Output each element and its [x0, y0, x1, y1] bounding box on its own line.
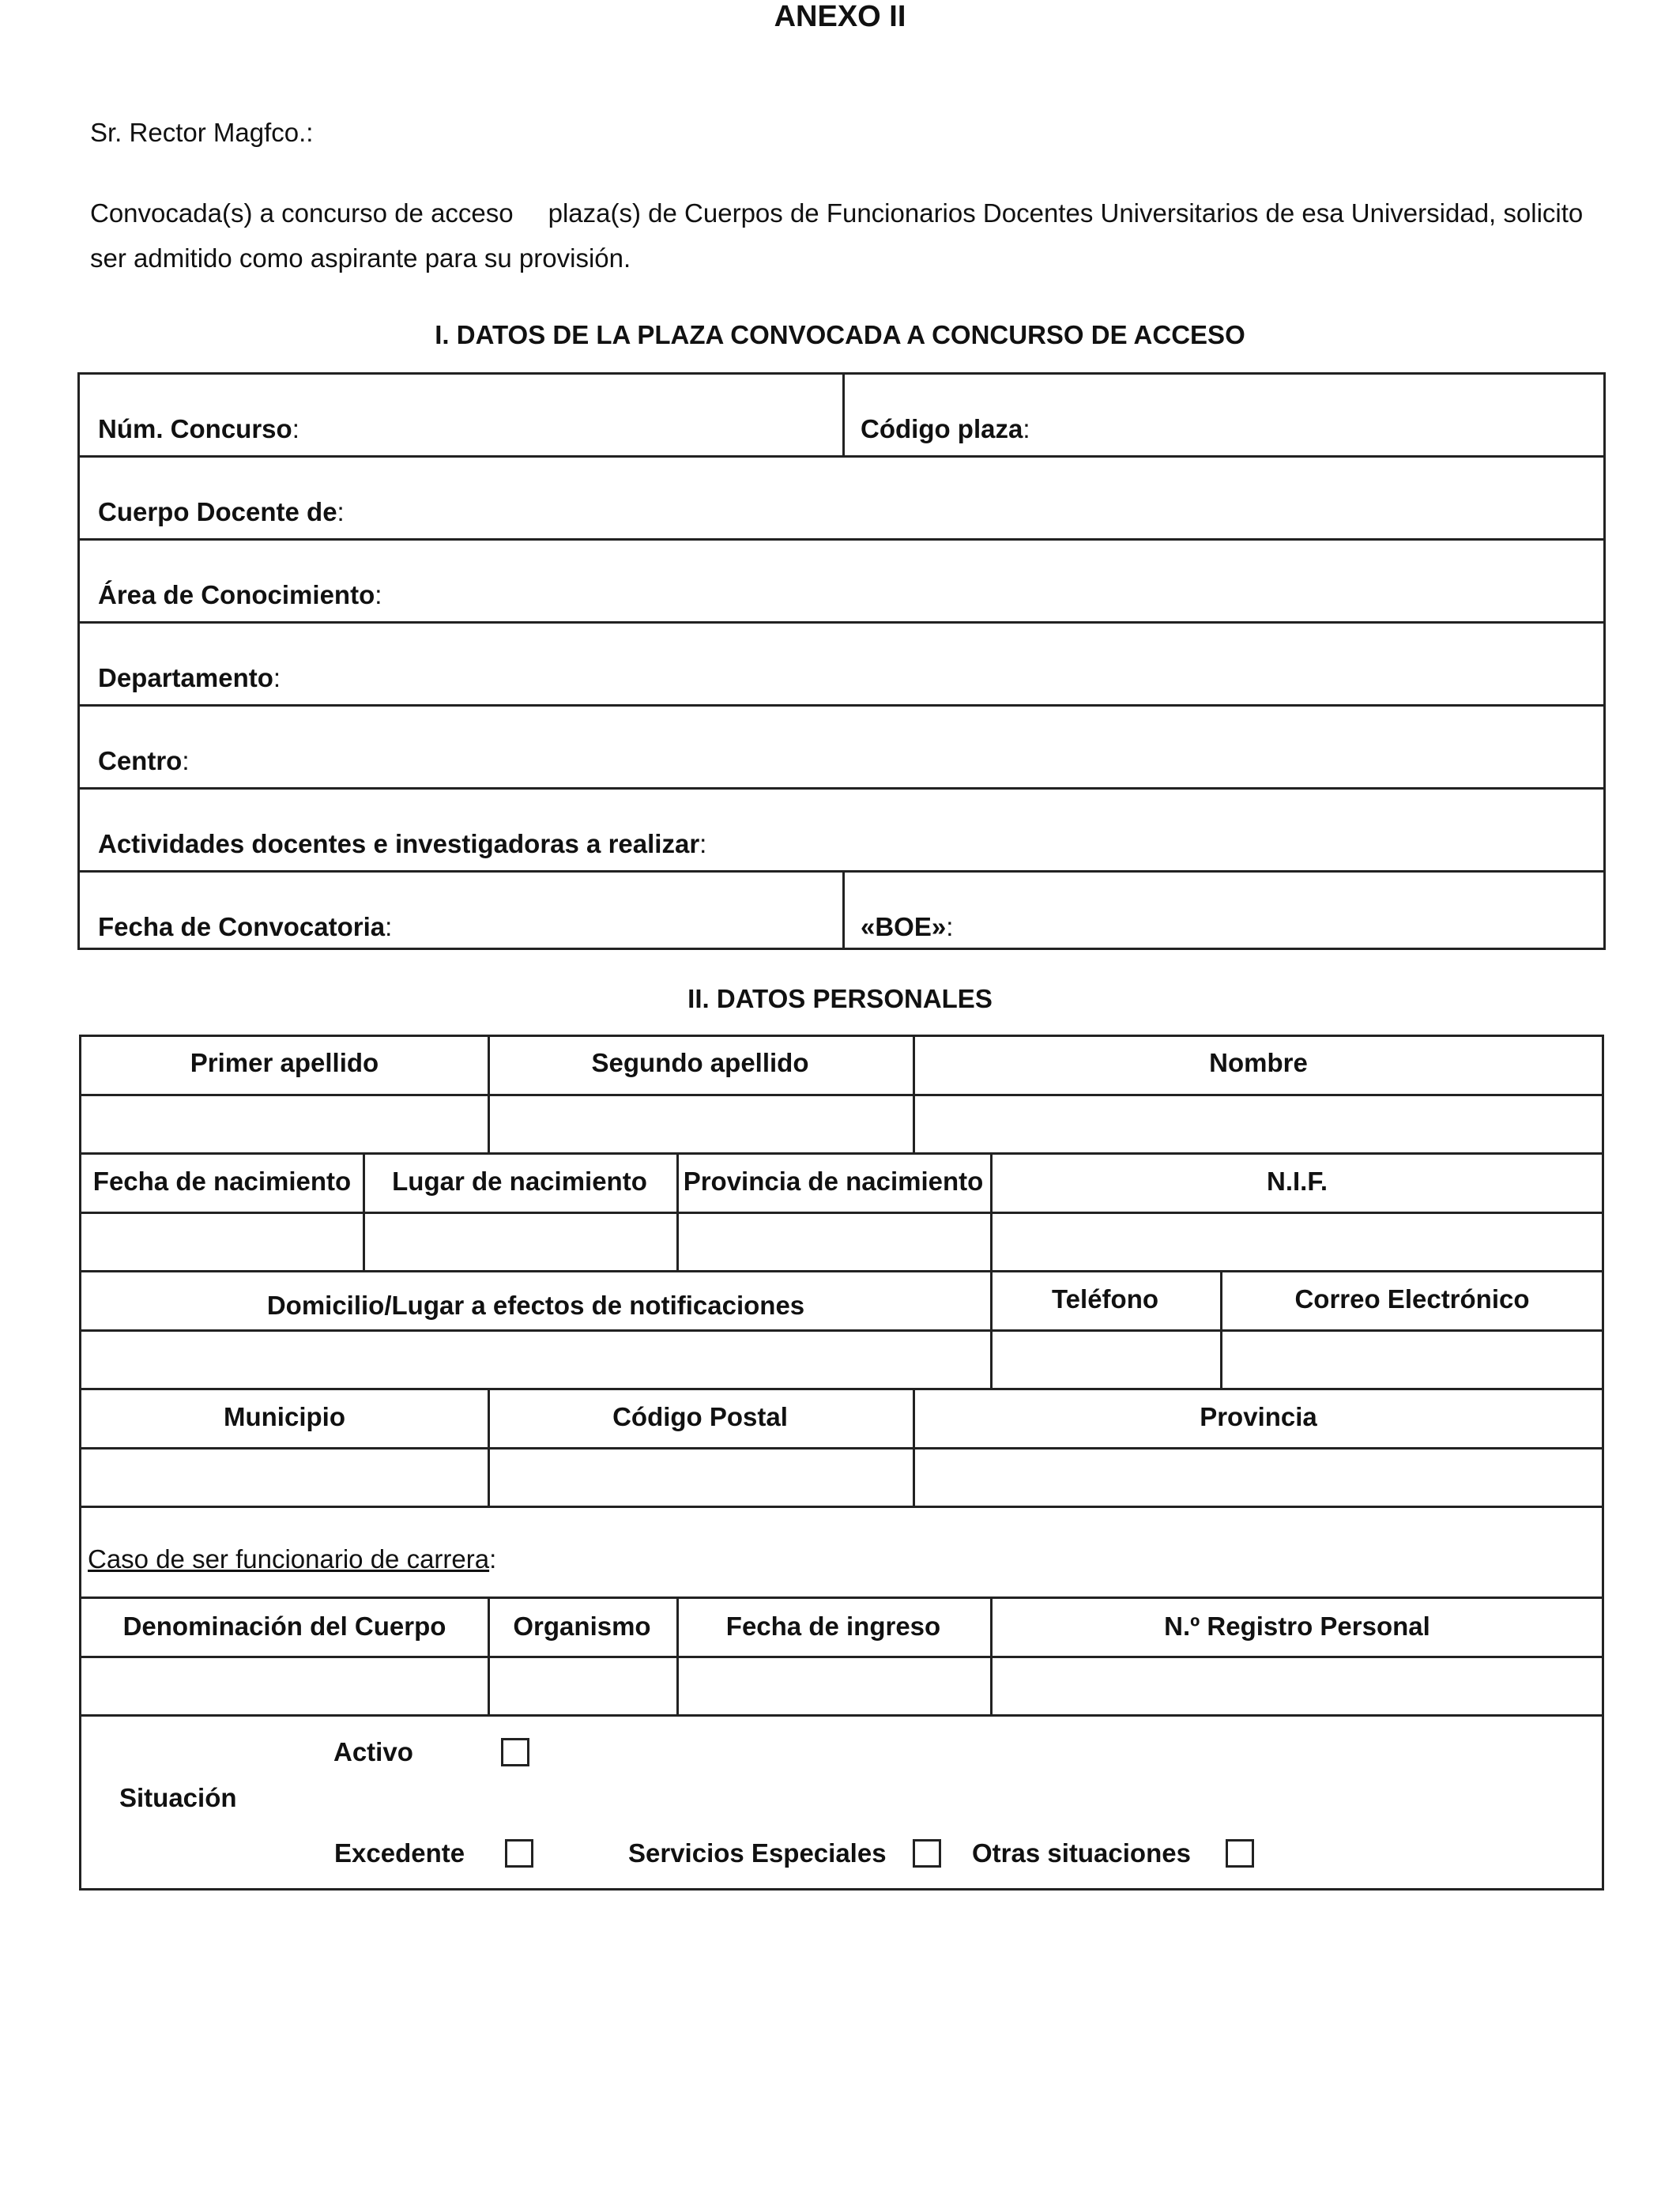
header-domicilio: Domicilio/Lugar a efectos de notificaciones: [266, 1291, 805, 1320]
row-divider: [80, 621, 1603, 624]
row-divider: [80, 538, 1603, 541]
activo-checkbox[interactable]: [501, 1738, 529, 1766]
fecha-ingreso-field[interactable]: [679, 1659, 988, 1712]
header-primer-apellido: Primer apellido: [190, 1048, 379, 1077]
nombre-field[interactable]: [915, 1097, 1601, 1150]
actividades-label: Actividades docentes e investigadoras a realizar:: [98, 829, 707, 858]
nif-field[interactable]: [993, 1215, 1601, 1268]
section2-heading: II. DATOS PERSONALES: [687, 984, 993, 1013]
row-divider: [81, 1656, 1602, 1658]
header-fecha-nacimiento: Fecha de nacimiento: [92, 1167, 352, 1196]
row-divider: [81, 1596, 1602, 1599]
fecha-nacimiento-field[interactable]: [84, 1215, 360, 1268]
fecha-convocatoria-label: Fecha de Convocatoria:: [98, 912, 393, 941]
cuerpo-docente-label: Cuerpo Docente de:: [98, 497, 345, 526]
servicios-especiales-label: Servicios Especiales: [628, 1838, 887, 1868]
otras-situaciones-checkbox[interactable]: [1226, 1839, 1254, 1868]
activo-label: Activo: [333, 1737, 413, 1766]
municipio-field[interactable]: [84, 1450, 485, 1503]
lugar-nacimiento-field[interactable]: [365, 1215, 674, 1268]
num-concurso-label: Núm. Concurso:: [98, 414, 299, 443]
funcionario-label: Caso de ser funcionario de carrera:: [88, 1544, 497, 1574]
row-divider: [80, 870, 1603, 873]
centro-field[interactable]: [238, 709, 1597, 783]
centro-label: Centro:: [98, 746, 190, 775]
row-divider: [81, 1329, 1602, 1332]
row-divider: [80, 787, 1603, 790]
boe-field[interactable]: [973, 875, 1597, 948]
fecha-convocatoria-field[interactable]: [396, 875, 831, 948]
header-provincia: Provincia: [1200, 1402, 1317, 1431]
header-denominacion-cuerpo: Denominación del Cuerpo: [122, 1612, 446, 1641]
row-divider: [80, 455, 1603, 458]
header-registro-personal: N.º Registro Personal: [1164, 1612, 1430, 1641]
header-telefono: Teléfono: [1051, 1284, 1159, 1314]
area-field[interactable]: [396, 543, 1597, 617]
row-divider: [81, 1270, 1602, 1272]
salutation: Sr. Rector Magfco.:: [90, 118, 314, 147]
otras-situaciones-label: Otras situaciones: [972, 1838, 1191, 1868]
row-divider: [81, 1094, 1602, 1096]
excedente-checkbox[interactable]: [505, 1839, 533, 1868]
provincia-field[interactable]: [915, 1450, 1601, 1503]
header-organismo: Organismo: [513, 1612, 651, 1641]
excedente-label: Excedente: [334, 1838, 465, 1868]
plaza-table: [77, 372, 1606, 950]
header-provincia-nacimiento: Provincia de nacimiento: [683, 1167, 984, 1196]
provincia-nacimiento-field[interactable]: [679, 1215, 988, 1268]
registro-personal-field[interactable]: [993, 1659, 1601, 1712]
codigo-plaza-label: Código plaza:: [861, 414, 1030, 443]
header-fecha-ingreso: Fecha de ingreso: [725, 1612, 941, 1641]
codigo-postal-field[interactable]: [490, 1450, 910, 1503]
situacion-label: Situación: [119, 1783, 237, 1812]
cuerpo-docente-field[interactable]: [341, 460, 1597, 534]
row-divider: [81, 1447, 1602, 1449]
intro-text-a: Convocada(s) a concurso de acceso: [90, 198, 514, 228]
organismo-field[interactable]: [490, 1659, 674, 1712]
denominacion-cuerpo-field[interactable]: [84, 1659, 485, 1712]
departamento-label: Departamento:: [98, 663, 281, 692]
row-divider: [81, 1506, 1602, 1508]
primer-apellido-field[interactable]: [84, 1097, 485, 1150]
actividades-field[interactable]: [696, 792, 1597, 866]
personal-data-table: [79, 1035, 1604, 1891]
section1-heading: I. DATOS DE LA PLAZA CONVOCADA A CONCURSO DE ACCESO: [435, 320, 1245, 349]
boe-label: «BOE»:: [861, 912, 954, 941]
header-correo: Correo Electrónico: [1294, 1284, 1530, 1314]
col-divider: [842, 870, 845, 950]
servicios-especiales-checkbox[interactable]: [913, 1839, 941, 1868]
row-divider: [81, 1212, 1602, 1214]
header-segundo-apellido: Segundo apellido: [591, 1048, 809, 1077]
domicilio-field[interactable]: [84, 1333, 988, 1385]
correo-field[interactable]: [1222, 1333, 1601, 1385]
row-divider: [81, 1714, 1602, 1717]
col-divider: [842, 375, 845, 455]
telefono-field[interactable]: [993, 1333, 1218, 1385]
header-nif: N.I.F.: [1266, 1167, 1328, 1196]
intro-text-b: plaza(s) de Cuerpos de Funcionarios Docentes Universitarios de esa Universidad, solicito: [548, 198, 1584, 228]
departamento-field[interactable]: [341, 626, 1597, 700]
intro-line-1: [90, 190, 1607, 236]
row-divider: [81, 1152, 1602, 1155]
header-nombre: Nombre: [1209, 1048, 1308, 1077]
area-label: Área de Conocimiento:: [98, 580, 382, 609]
header-codigo-postal: Código Postal: [612, 1402, 788, 1431]
intro-line-2: ser admitido como aspirante para su provisión.: [90, 243, 631, 273]
header-lugar-nacimiento: Lugar de nacimiento: [392, 1167, 647, 1196]
num-concurso-field[interactable]: [341, 379, 831, 451]
row-divider: [81, 1388, 1602, 1390]
header-municipio: Municipio: [224, 1402, 345, 1431]
segundo-apellido-field[interactable]: [490, 1097, 910, 1150]
row-divider: [80, 704, 1603, 707]
page-title: ANEXO II: [774, 0, 906, 33]
codigo-plaza-field[interactable]: [1068, 379, 1597, 451]
